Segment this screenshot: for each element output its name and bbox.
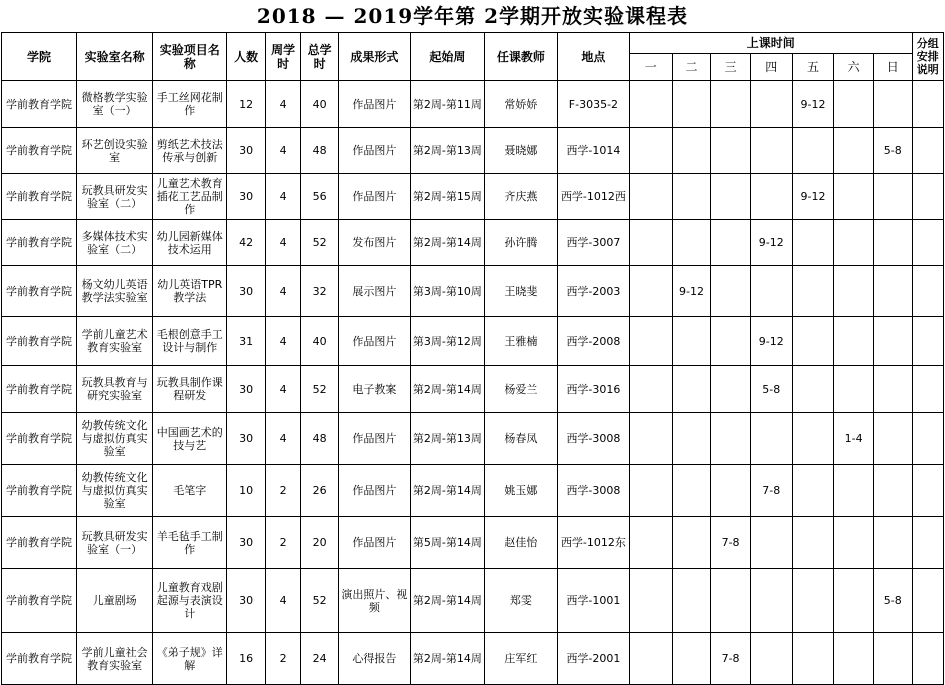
table-row [2, 465, 944, 517]
cell-weekly-hours: 4 [265, 81, 300, 128]
cell-note [912, 317, 943, 366]
cell-note [912, 174, 943, 220]
cell-lab: 玩教具研发实验室（一） [77, 517, 153, 569]
cell-weekly-hours: 4 [265, 317, 300, 366]
cell-day-slot [629, 317, 672, 366]
cell-weeks: 第2周-第14周 [410, 220, 484, 266]
cell-teacher: 赵佳怡 [484, 517, 557, 569]
cell-count: 16 [227, 633, 266, 685]
cell-day-slot [873, 366, 912, 413]
cell-output: 作品图片 [338, 465, 410, 517]
cell-weeks: 第2周-第15周 [410, 174, 484, 220]
cell-location: 西学-1012西 [557, 174, 629, 220]
cell-output: 展示图片 [338, 266, 410, 317]
cell-day-slot: 5-8 [873, 569, 912, 633]
cell-count: 30 [227, 366, 266, 413]
cell-college: 学前教育学院 [2, 465, 77, 517]
cell-day-slot: 7-8 [711, 517, 751, 569]
cell-total-hours: 52 [301, 569, 339, 633]
cell-output: 作品图片 [338, 128, 410, 174]
cell-college: 学前教育学院 [2, 81, 77, 128]
cell-college: 学前教育学院 [2, 366, 77, 413]
header-count: 人数 [227, 33, 266, 81]
cell-day-slot [834, 465, 874, 517]
cell-lab: 幼教传统文化与虚拟仿真实验室 [77, 413, 153, 465]
cell-teacher: 齐庆燕 [484, 174, 557, 220]
cell-weekly-hours: 4 [265, 569, 300, 633]
table-row [2, 413, 944, 465]
cell-day-slot [711, 220, 751, 266]
cell-day-slot [711, 569, 751, 633]
cell-note [912, 128, 943, 174]
cell-day-slot [873, 174, 912, 220]
cell-day-slot [834, 317, 874, 366]
cell-output: 发布图片 [338, 220, 410, 266]
cell-day-slot [672, 128, 711, 174]
cell-day-slot [711, 413, 751, 465]
cell-teacher: 郑雯 [484, 569, 557, 633]
cell-day-slot: 1-4 [834, 413, 874, 465]
cell-project: 剪纸艺术技法传承与创新 [153, 128, 227, 174]
cell-count: 10 [227, 465, 266, 517]
cell-day-slot [672, 465, 711, 517]
cell-location: 西学-1012东 [557, 517, 629, 569]
cell-lab: 环艺创设实验室 [77, 128, 153, 174]
cell-college: 学前教育学院 [2, 266, 77, 317]
cell-teacher: 孙许腾 [484, 220, 557, 266]
cell-weekly-hours: 2 [265, 465, 300, 517]
cell-day-slot [834, 128, 874, 174]
header-output: 成果形式 [338, 33, 410, 81]
cell-day-slot [792, 317, 834, 366]
header-day-thu: 四 [750, 54, 792, 81]
cell-lab: 多媒体技术实验室（二） [77, 220, 153, 266]
cell-day-slot [873, 266, 912, 317]
cell-day-slot [834, 220, 874, 266]
cell-note [912, 633, 943, 685]
table-row [2, 366, 944, 413]
cell-day-slot [834, 81, 874, 128]
cell-weekly-hours: 4 [265, 413, 300, 465]
header-teacher: 任课教师 [484, 33, 557, 81]
header-total-hours: 总学时 [301, 33, 339, 81]
table-row [2, 128, 944, 174]
cell-day-slot [672, 413, 711, 465]
cell-day-slot [629, 128, 672, 174]
cell-day-slot: 9-12 [672, 266, 711, 317]
cell-day-slot [834, 633, 874, 685]
cell-day-slot [629, 220, 672, 266]
header-class-time: 上课时间 [629, 33, 912, 54]
cell-day-slot [834, 569, 874, 633]
cell-count: 30 [227, 266, 266, 317]
cell-college: 学前教育学院 [2, 220, 77, 266]
cell-lab: 儿童剧场 [77, 569, 153, 633]
cell-day-slot [834, 517, 874, 569]
cell-weeks: 第2周-第14周 [410, 633, 484, 685]
cell-day-slot [873, 517, 912, 569]
cell-location: 西学-1014 [557, 128, 629, 174]
cell-location: F-3035-2 [557, 81, 629, 128]
cell-output: 电子教案 [338, 366, 410, 413]
cell-day-slot [711, 366, 751, 413]
cell-teacher: 王雅楠 [484, 317, 557, 366]
cell-weeks: 第2周-第11周 [410, 81, 484, 128]
cell-day-slot [629, 366, 672, 413]
cell-day-slot [629, 413, 672, 465]
cell-day-slot: 5-8 [750, 366, 792, 413]
cell-note [912, 413, 943, 465]
cell-teacher: 姚玉娜 [484, 465, 557, 517]
cell-project: 《弟子规》详解 [153, 633, 227, 685]
cell-day-slot [873, 633, 912, 685]
cell-college: 学前教育学院 [2, 517, 77, 569]
cell-day-slot [873, 413, 912, 465]
cell-total-hours: 24 [301, 633, 339, 685]
cell-project: 幼儿英语TPR教学法 [153, 266, 227, 317]
cell-college: 学前教育学院 [2, 174, 77, 220]
cell-day-slot [792, 413, 834, 465]
cell-day-slot: 7-8 [711, 633, 751, 685]
cell-college: 学前教育学院 [2, 317, 77, 366]
cell-output: 作品图片 [338, 174, 410, 220]
cell-day-slot [750, 174, 792, 220]
cell-location: 西学-2008 [557, 317, 629, 366]
cell-weekly-hours: 4 [265, 266, 300, 317]
cell-note [912, 366, 943, 413]
cell-day-slot [873, 220, 912, 266]
cell-day-slot [672, 81, 711, 128]
cell-total-hours: 48 [301, 128, 339, 174]
cell-college: 学前教育学院 [2, 633, 77, 685]
cell-day-slot [750, 128, 792, 174]
cell-project: 毛根创意手工设计与制作 [153, 317, 227, 366]
page-title: 2018 — 2019学年第 2学期开放实验课程表 [256, 4, 689, 28]
cell-location: 西学-3016 [557, 366, 629, 413]
cell-day-slot [750, 517, 792, 569]
cell-day-slot [792, 128, 834, 174]
cell-output: 作品图片 [338, 81, 410, 128]
cell-note [912, 220, 943, 266]
cell-day-slot [750, 266, 792, 317]
header-day-tue: 二 [672, 54, 711, 81]
cell-weeks: 第2周-第14周 [410, 465, 484, 517]
cell-day-slot [672, 633, 711, 685]
cell-count: 42 [227, 220, 266, 266]
cell-project: 幼儿园新媒体技术运用 [153, 220, 227, 266]
cell-day-slot [629, 266, 672, 317]
cell-weekly-hours: 2 [265, 517, 300, 569]
cell-project: 中国画艺术的技与艺 [153, 413, 227, 465]
cell-location: 西学-3007 [557, 220, 629, 266]
cell-count: 12 [227, 81, 266, 128]
cell-day-slot [750, 81, 792, 128]
cell-day-slot [834, 266, 874, 317]
cell-lab: 学前儿童社会教育实验室 [77, 633, 153, 685]
cell-teacher: 王晓斐 [484, 266, 557, 317]
cell-output: 作品图片 [338, 317, 410, 366]
cell-count: 30 [227, 128, 266, 174]
header-college: 学院 [2, 33, 77, 81]
cell-day-slot [711, 128, 751, 174]
cell-college: 学前教育学院 [2, 413, 77, 465]
cell-teacher: 杨爱兰 [484, 366, 557, 413]
cell-location: 西学-2003 [557, 266, 629, 317]
cell-project: 羊毛毡手工制作 [153, 517, 227, 569]
cell-output: 作品图片 [338, 413, 410, 465]
table-row [2, 517, 944, 569]
cell-output: 心得报告 [338, 633, 410, 685]
cell-day-slot [873, 465, 912, 517]
header-weeks: 起始周 [410, 33, 484, 81]
cell-note [912, 569, 943, 633]
header-day-sat: 六 [834, 54, 874, 81]
cell-day-slot: 9-12 [792, 174, 834, 220]
cell-project: 毛笔字 [153, 465, 227, 517]
table-row [2, 220, 944, 266]
table-row [2, 81, 944, 128]
cell-teacher: 常娇娇 [484, 81, 557, 128]
cell-note [912, 266, 943, 317]
cell-day-slot [629, 465, 672, 517]
cell-day-slot: 9-12 [750, 317, 792, 366]
cell-location: 西学-3008 [557, 413, 629, 465]
header-day-sun: 日 [873, 54, 912, 81]
cell-output: 作品图片 [338, 517, 410, 569]
cell-total-hours: 32 [301, 266, 339, 317]
cell-weeks: 第2周-第13周 [410, 128, 484, 174]
cell-day-slot [792, 266, 834, 317]
cell-project: 手工丝网花制作 [153, 81, 227, 128]
cell-day-slot [672, 220, 711, 266]
header-day-fri: 五 [792, 54, 834, 81]
table-row [2, 317, 944, 366]
cell-day-slot [629, 81, 672, 128]
cell-day-slot [672, 317, 711, 366]
table-row [2, 266, 944, 317]
header-day-mon: 一 [629, 54, 672, 81]
cell-day-slot [750, 413, 792, 465]
cell-day-slot [672, 366, 711, 413]
cell-count: 30 [227, 517, 266, 569]
cell-weekly-hours: 4 [265, 128, 300, 174]
header-lab: 实验室名称 [77, 33, 153, 81]
cell-weekly-hours: 4 [265, 174, 300, 220]
header-weekly-hours: 周学时 [265, 33, 300, 81]
cell-total-hours: 52 [301, 220, 339, 266]
cell-total-hours: 20 [301, 517, 339, 569]
cell-count: 30 [227, 413, 266, 465]
cell-weeks: 第3周-第10周 [410, 266, 484, 317]
cell-day-slot [792, 220, 834, 266]
cell-day-slot [792, 633, 834, 685]
schedule-table [1, 32, 944, 685]
cell-day-slot [629, 174, 672, 220]
cell-lab: 微格教学实验室（一） [77, 81, 153, 128]
cell-day-slot [629, 633, 672, 685]
cell-lab: 幼教传统文化与虚拟仿真实验室 [77, 465, 153, 517]
cell-day-slot: 7-8 [750, 465, 792, 517]
cell-location: 西学-1001 [557, 569, 629, 633]
cell-total-hours: 52 [301, 366, 339, 413]
cell-teacher: 庄军红 [484, 633, 557, 685]
cell-count: 30 [227, 174, 266, 220]
cell-day-slot [711, 174, 751, 220]
cell-project: 玩教具制作课程研发 [153, 366, 227, 413]
table-row [2, 633, 944, 685]
cell-count: 30 [227, 569, 266, 633]
cell-lab: 玩教具研发实验室（二） [77, 174, 153, 220]
table-row [2, 174, 944, 220]
cell-weekly-hours: 2 [265, 633, 300, 685]
table-row [2, 569, 944, 633]
cell-day-slot [711, 465, 751, 517]
cell-teacher: 杨春凤 [484, 413, 557, 465]
cell-note [912, 465, 943, 517]
cell-weeks: 第2周-第13周 [410, 413, 484, 465]
cell-weeks: 第2周-第14周 [410, 569, 484, 633]
cell-college: 学前教育学院 [2, 569, 77, 633]
cell-lab: 玩教具教育与研究实验室 [77, 366, 153, 413]
cell-lab: 杨文幼儿英语教学法实验室 [77, 266, 153, 317]
cell-project: 儿童教育戏剧起源与表演设计 [153, 569, 227, 633]
cell-day-slot [672, 569, 711, 633]
cell-day-slot: 9-12 [750, 220, 792, 266]
cell-project: 儿童艺术教育插花工艺品制作 [153, 174, 227, 220]
cell-location: 西学-2001 [557, 633, 629, 685]
cell-day-slot [873, 317, 912, 366]
cell-day-slot [711, 266, 751, 317]
cell-college: 学前教育学院 [2, 128, 77, 174]
cell-day-slot [750, 569, 792, 633]
cell-count: 31 [227, 317, 266, 366]
cell-lab: 学前儿童艺术教育实验室 [77, 317, 153, 366]
cell-day-slot [792, 569, 834, 633]
cell-day-slot: 5-8 [873, 128, 912, 174]
cell-day-slot: 9-12 [792, 81, 834, 128]
cell-day-slot [672, 174, 711, 220]
header-project: 实验项目名称 [153, 33, 227, 81]
header-day-wed: 三 [711, 54, 751, 81]
cell-total-hours: 56 [301, 174, 339, 220]
cell-weekly-hours: 4 [265, 366, 300, 413]
cell-day-slot [792, 465, 834, 517]
cell-weeks: 第5周-第14周 [410, 517, 484, 569]
header-note: 分组安排说明 [912, 33, 943, 81]
cell-day-slot [711, 81, 751, 128]
cell-total-hours: 40 [301, 317, 339, 366]
header-location: 地点 [557, 33, 629, 81]
cell-note [912, 517, 943, 569]
cell-location: 西学-3008 [557, 465, 629, 517]
cell-day-slot [792, 517, 834, 569]
cell-day-slot [672, 517, 711, 569]
cell-day-slot [629, 517, 672, 569]
cell-output: 演出照片、视频 [338, 569, 410, 633]
cell-total-hours: 48 [301, 413, 339, 465]
cell-day-slot [629, 569, 672, 633]
cell-weekly-hours: 4 [265, 220, 300, 266]
cell-day-slot [711, 317, 751, 366]
cell-day-slot [834, 174, 874, 220]
cell-day-slot [834, 366, 874, 413]
cell-weeks: 第3周-第12周 [410, 317, 484, 366]
cell-teacher: 聂晓娜 [484, 128, 557, 174]
cell-total-hours: 26 [301, 465, 339, 517]
cell-day-slot [750, 633, 792, 685]
cell-day-slot [792, 366, 834, 413]
cell-day-slot [873, 81, 912, 128]
cell-total-hours: 40 [301, 81, 339, 128]
cell-note [912, 81, 943, 128]
cell-weeks: 第2周-第14周 [410, 366, 484, 413]
